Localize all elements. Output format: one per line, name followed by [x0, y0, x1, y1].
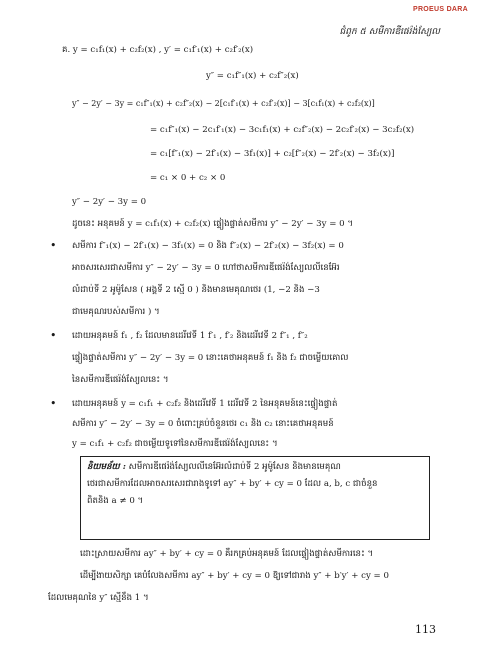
definition-line [87, 460, 423, 474]
eq-line: y″ − 2y′ − 3y = 0 [72, 197, 147, 207]
page-number: 113 [415, 623, 436, 636]
text-line: y = c₁f₁ + c₂f₂ ជាចម្លើយទូទៅនៃសមីការឌីផេរ៉ង់ស្យែលនេះ ។ [72, 439, 278, 449]
eq-line: គ. y = c₁f₁(x) + c₂f₂(x) , y′ = c₁f′₁(x) + c₂f′₂(x) [62, 45, 254, 55]
text-line: សមីការ y″ − 2y′ − 3y = 0 ចំពោះគ្រប់ចំនួនថេរ c₁ និង c₂ នោះគេថាអនុគមន៍ [72, 419, 334, 429]
bullet-icon: • [50, 329, 57, 342]
text-line: អាចសរសេរជាសមីការ y″ − 2y′ − 3y = 0 ហៅថាសមីការឌីផេរ៉ង់ស្យែលលីនេអ៊ែរ [72, 263, 340, 273]
definition-box [80, 456, 430, 540]
definition-title: និយមន័យ : [87, 462, 126, 472]
definition-line: ពិតនិង a ≠ 0 ។ [87, 496, 144, 506]
definition-line: ថេរជាសមីការដែលអាចសរសេរជារាងទូទៅ ay″ + by′ + cy = 0 ដែល a, b, c ជាចំនួន [87, 479, 378, 489]
eq-line: = c₁f″₁(x) − 2c₁f′₁(x) − 3c₁f₁(x) + c₂f″₂(x) − 2c₂f′₂(x) − 3c₂f₂(x) [150, 125, 415, 135]
bullet-icon: • [50, 239, 57, 252]
text-line: ដោយអនុគមន៍ f₁ , f₂ ដែលមានដេរីវេទី 1 f′₁ , f′₂ និងដេរីវេទី 2 f″₁ , f″₂ [72, 331, 308, 341]
eq-line: = c₁[f″₁(x) − 2f′₁(x) − 3f₁(x)] + c₂[f″₂(x) − 2f′₂(x) − 3f₂(x)] [150, 149, 395, 159]
text-line: ជាមេគុណរបស់សមីការ ) ។ [72, 307, 160, 317]
chapter-header: ជំពូក ៥ សមីការឌីផេរ៉ង់ស្យែល [339, 27, 440, 37]
text-line: សមីការ f″₁(x) − 2f′₁(x) − 3f₁(x) = 0 និង f″₂(x) − 2f′₂(x) − 3f₂(x) = 0 [72, 241, 344, 251]
definition-text: សមីការឌីផេរ៉ង់ស្យែលលីនេអ៊ែរលំដាប់ទី 2 អូម៉ូសែន និងមានមេគុណ [128, 462, 341, 472]
text-line: ដើម្បីងាយសិក្សា គេបំលែងសមីការ ay″ + by′ + cy = 0 ឱ្យទៅជារាង y″ + b′y′ + cy = 0 [80, 571, 389, 581]
text-line: លំដាប់ទី 2 អូម៉ូសែន ( អង្គទី 2 ស្មើ 0 ) និងមានមេគុណថេរ (1, −2 និង −3 [72, 285, 320, 295]
conclusion-line: ដូចនេះ អនុគមន៍ y = c₁f₁(x) + c₂f₂(x) ផ្ទៀងផ្ទាត់សមីការ y″ − 2y′ − 3y = 0 ។ [72, 219, 354, 229]
brand-watermark: PROEUS DARA [412, 6, 468, 13]
eq-line: y″ = c₁f″₁(x) + c₂f″₂(x) [206, 71, 299, 81]
text-line: ដោយអនុគមន៍ y = c₁f₁ + c₂f₂ និងដេរីវេទី 1 ដេរីវេទី 2 នៃអនុគមន៍នេះផ្ទៀងផ្ទាត់ [72, 399, 338, 409]
eq-line: y″ − 2y′ − 3y = c₁f″₁(x) + c₂f″₂(x) − 2[c₁f′₁(x) + c₂f′₂(x)] − 3[c₁f₁(x) + c₂f₂(x)] [72, 99, 375, 108]
eq-line: = c₁ × 0 + c₂ × 0 [150, 173, 226, 183]
text-line: នៃសមីការឌីផេរ៉ង់ស្យែលនេះ ។ [72, 375, 169, 385]
text-line: ដែលមេគុណនៃ y″ ស្មើនឹង 1 ។ [48, 593, 149, 603]
bullet-icon: • [50, 397, 57, 410]
text-line: ដោះស្រាយសមីការ ay″ + by′ + cy = 0 គឺរកគ្រប់អនុគមន៍ ដែលផ្ទៀងផ្ទាត់សមីការនេះ ។ [80, 549, 374, 559]
text-line: ផ្ទៀងផ្ទាត់សមីការ y″ − 2y′ − 3y = 0 នោះគេថាអនុគមន៍ f₁ និង f₂ ជាចម្លើយគោល [72, 353, 349, 363]
